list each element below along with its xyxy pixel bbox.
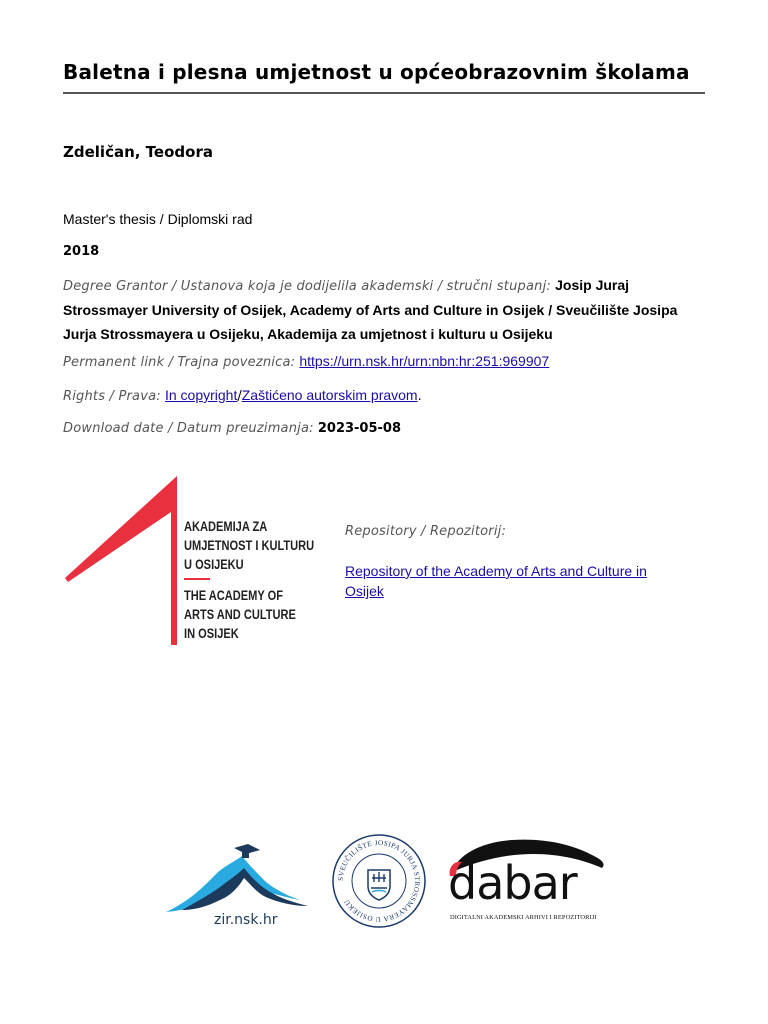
dabar-tagline: DIGITALNI AKADEMSKI ARHIVI I REPOZITORIJI <box>450 914 597 921</box>
academy-line: ARTS AND CULTURE <box>184 607 296 622</box>
academy-line: IN OSIJEK <box>184 626 239 641</box>
document-year: 2018 <box>63 244 100 259</box>
rights-label: Rights / Prava: <box>63 389 161 404</box>
permanent-link-row <box>63 353 549 370</box>
document-type: Master's thesis / Diplomski rad <box>63 211 253 227</box>
degree-grantor <box>63 274 713 348</box>
degree-grantor-label: Degree Grantor / Ustanova koja je dodijelila akademski / stručni stupanj: <box>63 279 551 294</box>
zir-logo-text: zir.nsk.hr <box>214 912 278 928</box>
permanent-link[interactable]: https://urn.nsk.hr/urn:nbn:hr:251:969907 <box>299 353 550 369</box>
university-seal-icon <box>330 832 428 930</box>
dabar-logo <box>444 832 614 932</box>
academy-line: AKADEMIJA ZA <box>184 519 268 534</box>
repository-label: Repository / Repozitorij: <box>345 524 507 539</box>
academy-line: UMJETNOST I KULTURU <box>184 538 315 553</box>
academy-name-en <box>184 586 296 643</box>
in-copyright-link[interactable]: In copyright <box>164 387 238 403</box>
download-date-label: Download date / Datum preuzimanja: <box>63 421 314 436</box>
academy-line: THE ACADEMY OF <box>184 588 284 603</box>
download-date-value: 2023-05-08 <box>317 421 402 436</box>
academy-accent-line <box>184 578 210 580</box>
document-title: Baletna i plesna umjetnost u općeobrazovnim školama <box>63 60 690 84</box>
academy-line: U OSIJEKU <box>184 557 244 572</box>
degree-grantor-value: Josip Juraj Strossmayer University of Osijek, Academy of Arts and Culture in Osijek / Sveučilište Josipa Jurja Strossmayera u Osijeku, Akademija za umjetnost i kulturu u Osijeku <box>63 277 678 342</box>
rights-row <box>63 387 422 404</box>
author-name: Zdeličan, Teodora <box>63 143 213 161</box>
repository-link-wrap <box>345 561 665 601</box>
academy-name-hr <box>184 517 314 574</box>
university-seal <box>330 832 428 930</box>
repository-link[interactable]: Repository of the Academy of Arts and Culture in Osijek <box>345 563 647 599</box>
rights-separator: / <box>237 389 242 404</box>
title-divider <box>63 92 705 94</box>
dabar-logo-text: dabar <box>448 856 577 910</box>
academy-logo <box>60 470 330 650</box>
zasticeno-link[interactable]: Zaštićeno autorskim pravom <box>241 387 418 403</box>
rights-end: . <box>417 389 422 404</box>
seal-text: SVEUČILIŠTE JOSIPA JURJA STROSSMAYERA U OSIJEKU <box>336 838 422 924</box>
zir-logo <box>162 838 322 938</box>
download-date-row <box>63 421 401 436</box>
permanent-link-label: Permanent link / Trajna poveznica: <box>63 355 296 370</box>
